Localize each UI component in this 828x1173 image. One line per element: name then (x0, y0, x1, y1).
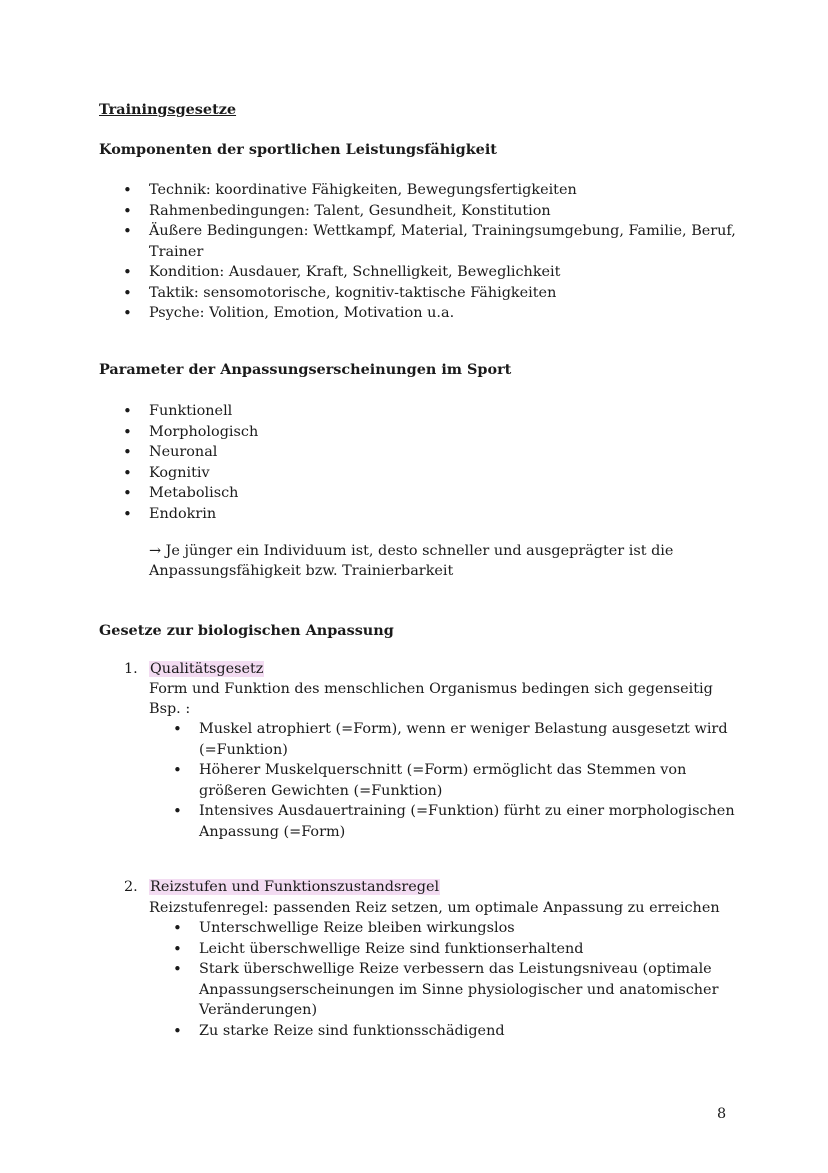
list-item-line: Leicht überschwellige Reize sind funktionserhaltend (199, 940, 584, 957)
note-line: Je jünger ein Individuum ist, desto schneller und ausgeprägter ist die (165, 543, 674, 559)
list-item-line: Anpassung (=Form) (199, 823, 346, 840)
trainability-note (149, 541, 673, 581)
komponenten-list (149, 180, 736, 324)
list-item-line: Intensives Ausdauertraining (=Funktion) fürht zu einer morphologischen (199, 803, 735, 819)
law-title (149, 877, 440, 897)
law1-examples-list (199, 719, 735, 842)
section-heading-gesetze: Gesetze zur biologischen Anpassung (99, 622, 394, 639)
list-item: • Funktionell (149, 401, 258, 422)
list-item-line: (=Funktion) (199, 741, 288, 758)
list-item (199, 801, 735, 842)
list-item: • Endokrin (149, 504, 258, 525)
list-item (199, 959, 718, 1021)
example-label: Bsp. : (149, 701, 191, 717)
law-number: 2. (124, 879, 138, 895)
list-item: • Taktik: sensomotorische, kognitiv-taktische Fähigkeiten (149, 283, 736, 304)
section-heading-komponenten: Komponenten der sportlichen Leistungsfähigkeit (99, 141, 497, 158)
list-item (199, 1021, 718, 1042)
arrow-right-icon: → (149, 543, 162, 559)
list-item (199, 918, 718, 939)
parameter-list (149, 401, 258, 524)
list-item-line: Veränderungen) (199, 1002, 318, 1018)
list-item (199, 939, 718, 960)
list-item-line: Muskel atrophiert (=Form), wenn er weniger Belastung ausgesetzt wird (199, 721, 728, 737)
list-item-line: Zu starke Reize sind funktionsschädigend (199, 1022, 505, 1039)
list-item: • Neuronal (149, 442, 258, 463)
page-number: 8 (717, 1106, 727, 1122)
list-item (199, 719, 735, 760)
list-item-line: Unterschwellige Reize bleiben wirkungslos (199, 920, 515, 936)
list-item-line: Höherer Muskelquerschnitt (=Form) ermöglicht das Stemmen von (199, 762, 687, 778)
list-item: • Psyche: Volition, Emotion, Motivation u.a. (149, 303, 736, 324)
law2-items-list (199, 918, 718, 1041)
list-item-line: Anpassungserscheinungen im Sinne physiologischer und anatomischer (199, 981, 719, 998)
law-description: Reizstufenregel: passenden Reiz setzen, um optimale Anpassung zu erreichen (149, 900, 720, 916)
list-item-line: größeren Gewichten (=Funktion) (199, 782, 443, 799)
list-item: • Technik: koordinative Fähigkeiten, Bewegungsfertigkeiten (149, 180, 736, 201)
note-line: Anpassungsfähigkeit bzw. Trainierbarkeit (149, 563, 454, 579)
list-item: • Kognitiv (149, 463, 258, 484)
law-description: Form und Funktion des menschlichen Organismus bedingen sich gegenseitig (149, 681, 713, 697)
list-item: • Kondition: Ausdauer, Kraft, Schnelligkeit, Beweglichkeit (149, 262, 736, 283)
highlighted-law-title: Reizstufen und Funktionszustandsregel (150, 879, 440, 895)
list-item-line: Äußere Bedingungen: Wettkampf, Material, Trainingsumgebung, Familie, Beruf, (149, 223, 736, 239)
law-title (149, 659, 264, 679)
list-item: • Rahmenbedingungen: Talent, Gesundheit, Konstitution (149, 201, 736, 222)
list-item (149, 221, 736, 262)
list-item: • Metabolisch (149, 483, 258, 504)
list-item-line: Trainer (149, 243, 204, 260)
section-heading-parameter: Parameter der Anpassungserscheinungen im Sport (99, 361, 512, 378)
page-title: Trainingsgesetze (99, 101, 237, 118)
list-item: • Morphologisch (149, 422, 258, 443)
highlighted-law-title: Qualitätsgesetz (150, 661, 264, 677)
list-item (199, 760, 735, 801)
law-number: 1. (124, 661, 138, 677)
list-item-line: Stark überschwellige Reize verbessern das Leistungsniveau (optimale (199, 961, 712, 977)
